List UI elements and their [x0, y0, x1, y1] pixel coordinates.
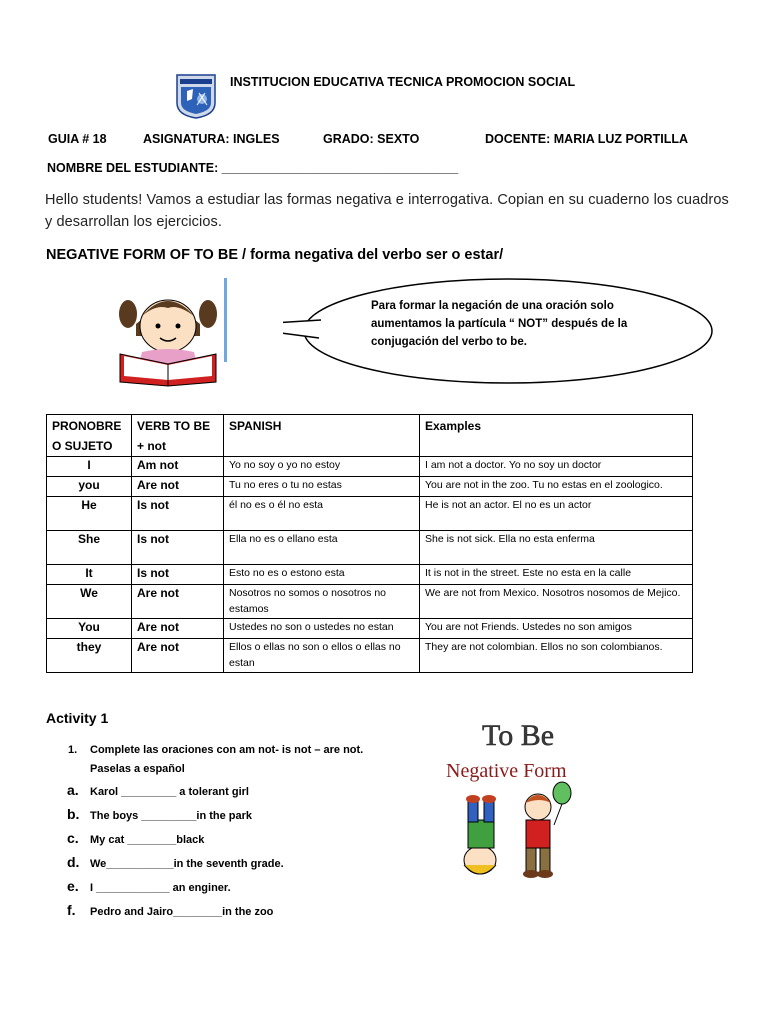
verb-cell: Am not [132, 457, 224, 477]
example-cell: You are not Friends. Ustedes no son amigos [420, 619, 693, 639]
table-row [47, 457, 693, 477]
verb-cell: Are not [132, 585, 224, 619]
exercise-text: We___________in the seventh grade. [90, 858, 284, 870]
exercise-letter: c. [67, 830, 79, 846]
exercise-text: The boys _________in the park [90, 810, 253, 822]
example-cell: He is not an actor. El no es un actor [420, 497, 693, 531]
student-name-line [47, 161, 458, 175]
instruction-number: 1. [68, 744, 78, 756]
section-heading: NEGATIVE FORM OF TO BE / forma negativa del verbo ser o estar/ [46, 247, 504, 263]
illustration-title-line1: To Be [482, 719, 555, 752]
girl-reading-illustration [108, 276, 230, 388]
verb-cell: Are not [132, 639, 224, 673]
exercise-letter: d. [67, 854, 80, 870]
table-row [47, 531, 693, 565]
exercise-letter: e. [67, 878, 79, 894]
table-row [47, 585, 693, 619]
exercise-item [67, 878, 231, 894]
spanish-cell: Yo no soy o yo no estoy [224, 457, 420, 477]
verb-cell: Are not [132, 619, 224, 639]
subject: ASIGNATURA: INGLES [143, 132, 280, 146]
school-name: INSTITUCION EDUCATIVA TECNICA PROMOCION SOCIAL [230, 75, 576, 89]
pronoun-cell: they [47, 639, 132, 673]
school-crest-logo [175, 73, 217, 119]
verb-cell: Are not [132, 477, 224, 497]
spanish-cell: Esto no es o estono esta [224, 565, 420, 585]
header-verb: VERB TO BE + not [132, 415, 224, 457]
exercise-text: Pedro and Jairo________in the zoo [90, 906, 274, 918]
header-examples: Examples [420, 415, 693, 457]
exercise-item [67, 854, 284, 870]
exercise-item [67, 830, 204, 846]
verb-cell: Is not [132, 531, 224, 565]
table-row [47, 639, 693, 673]
example-cell: I am not a doctor. Yo no soy un doctor [420, 457, 693, 477]
spanish-cell: Ellos o ellas no son o ellos o ellas no estan [224, 639, 420, 673]
table-row [47, 477, 693, 497]
guide-number: GUIA # 18 [48, 132, 107, 146]
example-cell: It is not in the street. Este no esta en la calle [420, 565, 693, 585]
exercise-letter: b. [67, 806, 80, 822]
illustration-title-line2: Negative Form [446, 760, 567, 782]
pronoun-cell: It [47, 565, 132, 585]
example-cell: She is not sick. Ella no esta enferma [420, 531, 693, 565]
header-pronoun: PRONOBRE O SUJETO [47, 415, 132, 457]
example-cell: You are not in the zoo. Tu no estas en el zoologico. [420, 477, 693, 497]
table-row [47, 619, 693, 639]
table-row [47, 497, 693, 531]
pronoun-cell: I [47, 457, 132, 477]
spanish-cell: Tu no eres o tu no estas [224, 477, 420, 497]
negative-to-be-table [46, 414, 693, 673]
exercise-item [67, 782, 249, 798]
activity-title: Activity 1 [46, 710, 109, 726]
to-be-negative-form-illustration [430, 715, 590, 885]
spanish-cell: Nosotros no somos o nosotros no estamos [224, 585, 420, 619]
greeting-paragraph: Hello students! Vamos a estudiar las formas negativa e interrogativa. Copian en su cuaderno los cuadros y desarrollan los ejercicios. [45, 192, 729, 230]
header-spanish: SPANISH [224, 415, 420, 457]
verb-cell: Is not [132, 497, 224, 531]
teacher: DOCENTE: MARIA LUZ PORTILLA [485, 132, 688, 146]
instruction-text: Complete las oraciones con am not- is not – are not. Paselas a español [90, 744, 364, 775]
pronoun-cell: You [47, 619, 132, 639]
student-name-label: NOMBRE DEL ESTUDIANTE: [47, 161, 219, 175]
speech-bubble-text: Para formar la negación de una oración solo aumentamos la partícula “ NOT” después de la conjugación del verbo to be. [371, 300, 628, 348]
spanish-cell: Ustedes no son o ustedes no estan [224, 619, 420, 639]
exercise-letter: a. [67, 782, 79, 798]
exercise-item [67, 806, 252, 822]
pronoun-cell: He [47, 497, 132, 531]
table-row [47, 565, 693, 585]
pronoun-cell: She [47, 531, 132, 565]
verb-cell: Is not [132, 565, 224, 585]
example-cell: We are not from Mexico. Nosotros nosomos de Mejico. [420, 585, 693, 619]
exercise-text: Karol _________ a tolerant girl [90, 786, 249, 798]
exercise-item [67, 902, 273, 918]
exercise-text: I ____________ an enginer. [90, 882, 231, 894]
pronoun-cell: We [47, 585, 132, 619]
exercise-letter: f. [67, 902, 76, 918]
table-header-row [47, 415, 693, 457]
pronoun-cell: you [47, 477, 132, 497]
spanish-cell: Ella no es o ellano esta [224, 531, 420, 565]
exercise-text: My cat ________black [90, 834, 205, 846]
spanish-cell: él no es o él no esta [224, 497, 420, 531]
student-name-blank: __________________________________ [221, 161, 459, 175]
grade: GRADO: SEXTO [323, 132, 420, 146]
example-cell: They are not colombian. Ellos no son colombianos. [420, 639, 693, 673]
